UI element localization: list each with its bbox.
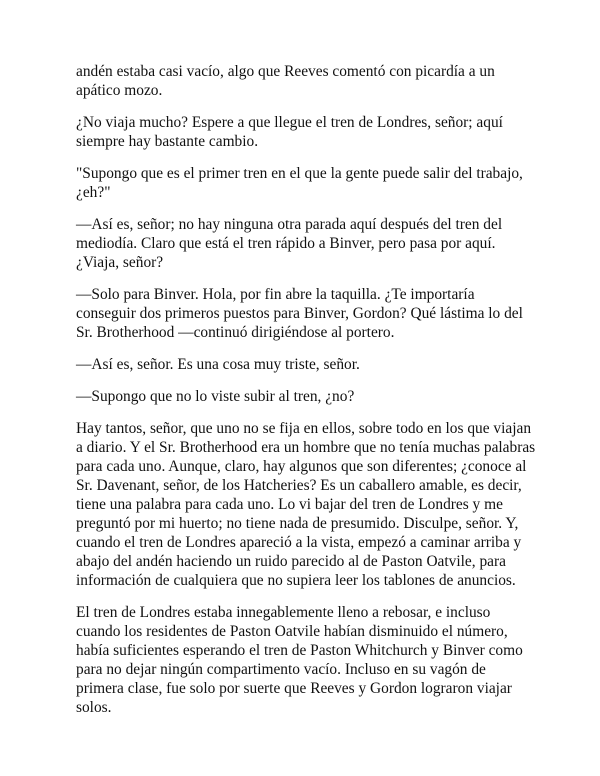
paragraph: ¿No viaja mucho? Espere a que llegue el tren de Londres, señor; aquí siempre hay bastante cambio. [76,114,503,150]
paragraph: —Solo para Binver. Hola, por fin abre la taquilla. ¿Te importaría conseguir dos primeros puestos para Binver, Gordon? Qué lástima lo del Sr. Brotherhood —continuó dirigiéndose al portero. [76,286,523,341]
paragraph: El tren de Londres estaba innegablemente lleno a rebosar, e incluso cuando los residentes de Paston Oatvile habían disminuido el número, había suficientes esperando el tren de Paston Whitchurch y Binver como para no dejar ningún compartimento vacío. Incluso en su vagón de primera clase, fue solo por suerte que Reeves y Gordon lograron viajar solos. [76,604,523,716]
paragraph: —Supongo que no lo viste subir al tren, ¿no? [76,388,355,405]
paragraph: —Así es, señor. Es una cosa muy triste, señor. [76,356,360,373]
paragraph: —Así es, señor; no hay ninguna otra parada aquí después del tren del mediodía. Claro que está el tren rápido a Binver, pero pasa por aquí. ¿Viaja, señor? [76,216,503,271]
paragraph: "Supongo que es el primer tren en el que la gente puede salir del trabajo, ¿eh?" [76,165,523,201]
paragraph: Hay tantos, señor, que uno no se fija en ellos, sobre todo en los que viajan a diario. Y el Sr. Brotherhood era un hombre que no tenía muchas palabras para cada uno. Aunque, claro, hay algunos que son diferentes; ¿conoce al Sr. Davenant, señor, de los Hatcheries? Es un caballero amable, es decir, tiene una palabra para cada uno. Lo vi bajar del tren de Londres y me preguntó por mi huerto; no tiene nada de presumido. Disculpe, señor. Y, cuando el tren de Londres apareció a la vista, empezó a caminar arriba y abajo del andén haciendo un ruido parecido al de Paston Oatvile, para información de cualquiera que no supiera leer los tablones de anuncios. [76,420,536,589]
paragraph: andén estaba casi vacío, algo que Reeves comentó con picardía a un apático mozo. [76,63,495,99]
document-page [76,62,536,730]
